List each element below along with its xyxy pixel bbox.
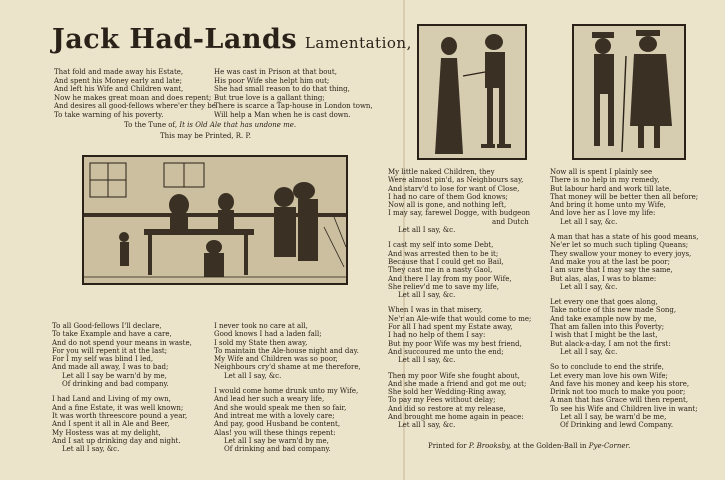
imprint-prefix: Printed for (428, 442, 467, 450)
couple-woodcut (417, 24, 527, 160)
intro-line: That fold and made away his Estate, (54, 68, 184, 76)
stanza (388, 372, 531, 430)
verse-line: Alas! you will these things repent: (214, 428, 336, 437)
verse-line: And starv'd to lose for want of Close, (388, 184, 520, 193)
verse-line: And was arrested then to be it; (388, 249, 499, 258)
stanza (52, 395, 192, 453)
verse-line: When I was in that misery, (388, 306, 483, 315)
verse-line: There is no help in my remedy, (550, 176, 660, 185)
chorus-line: Let all I say, &c. (398, 291, 456, 300)
intro-line: And desires all good-fellows where'er they be (54, 102, 216, 110)
verse-line: I had no help of them I say: (388, 331, 486, 340)
stanza (550, 298, 699, 356)
verse-line: I had Land and Living of my own, (52, 395, 171, 404)
verse-line: Neighbours cry'd shame at me therefore, (214, 363, 361, 372)
intro-line: Now he makes great moan and does repent; (54, 93, 212, 102)
verse-line: Take notice of this new made Song, (550, 306, 677, 315)
chorus-line: Of Drinking and lewd Company. (560, 421, 674, 430)
verse-line: A man that has a state of his good means, (550, 233, 699, 242)
stanza-column-1 (52, 322, 192, 460)
stanza-column-4 (550, 168, 699, 437)
chorus-line: Let all I say, &c. (398, 421, 456, 430)
verse-line: And made all away, I was to bad; (52, 363, 169, 372)
verse-line: And fave his money and keep his store, (550, 379, 690, 388)
chorus-line: Let all I say be warn'd by me, (224, 436, 329, 445)
imprint-line (428, 442, 630, 450)
verse-line: And pay, good Husband be content, (214, 420, 341, 429)
verse-line: My Wife and Children was so poor, (214, 355, 338, 364)
intro-line: And left his Wife and Children want, (54, 85, 184, 93)
verse-line: And intreat me with a lovely care; (214, 411, 335, 420)
intro-line: Will help a Man when he is cast down. (214, 110, 351, 119)
verse-line: And do not spend your means in waste, (52, 338, 192, 347)
tavern-scene-image (84, 157, 346, 283)
verse-line: Now all is spent I plainly see (550, 168, 653, 176)
intro-line: His poor Wife she helpt him out; (214, 76, 330, 85)
title-main: Jack Had-Lands (52, 24, 298, 55)
imprint-place: Pye-Corner. (588, 442, 631, 450)
verse-line: To all Good-fellows I'll declare, (52, 322, 162, 330)
verse-line: Ne'er let so much such tipling Queans; (550, 241, 689, 250)
chorus-line: Let all I say, be warn'd be me, (560, 413, 667, 422)
verse-line: I never took no care at all, (214, 322, 308, 330)
verse-line: I am sure that I may say the same, (550, 266, 673, 275)
two-men-woodcut (572, 24, 686, 160)
verse-line: And I spent it all in Ale and Beer, (52, 420, 170, 429)
stanza (388, 306, 531, 364)
stanza-column-3 (388, 168, 531, 437)
stanza-column-2 (214, 322, 361, 460)
intro-line: To take warning of his poverty. (54, 110, 164, 119)
licence-line: This may be Printed, R. P. (160, 132, 251, 140)
intro-line: She had small reason to do that thing, (214, 85, 350, 93)
verse-line: A man that has Grace will then repent, (550, 396, 689, 405)
verse-line: But alas, alas, I was to blame: (550, 274, 657, 283)
verse-line: It was worth threescore pound a year, (52, 411, 188, 420)
verse-line: I had no care of them God knows; (388, 192, 508, 201)
tune-name: It is Old Ale that has undone me. (179, 121, 297, 129)
imprint-printer: P. Brooksby, (468, 442, 512, 450)
verse-line: But labour hard and work till late, (550, 184, 672, 193)
verse-line: For I my self was blind I led, (52, 355, 154, 364)
chorus-line: Let all I say, &c. (560, 217, 618, 226)
intro-line: And spent his Money early and late; (54, 76, 183, 85)
verse-line: But alack-a-day, I am not the first: (550, 339, 671, 348)
chorus-line: Of drinking and bad company. (224, 445, 331, 454)
imprint-suffix: at the Golden-Ball in (513, 442, 587, 450)
verse-line: To pay my Fees without delay; (388, 396, 496, 405)
couple-image (419, 26, 525, 158)
chorus-line: Let all I say, &c. (398, 226, 456, 235)
verse-line: I wish that I might be the last, (550, 331, 658, 340)
tune-prefix: To the Tune of, (124, 121, 178, 129)
verse-line: And a fine Estate, it was well known; (52, 403, 184, 412)
chorus-line: Let all I say, &c. (62, 445, 120, 454)
verse-line: Let every one that goes along, (550, 298, 658, 307)
verse-line: Let every man love his own Wife; (550, 371, 668, 380)
verse-line: To maintain the Ale-house night and day. (214, 346, 359, 355)
verse-line: and Dutch (492, 217, 529, 226)
verse-line: Drink not too much to make you poor; (550, 388, 686, 397)
verse-line: Now all is gone, and nothing left, (388, 201, 507, 210)
verse-line: Because that I could get no Bail, (388, 257, 504, 266)
tune-line (124, 121, 296, 129)
intro-line: He was cast in Prison at that bout, (214, 68, 337, 76)
stanza (550, 233, 699, 291)
verse-line: And take example now by me, (550, 314, 657, 323)
two-men-image (574, 26, 684, 158)
verse-line: For you will repent it at the last; (52, 346, 168, 355)
verse-line: And love her as I love my life: (550, 209, 656, 218)
tavern-scene-woodcut (82, 155, 348, 285)
verse-line: And she would speak me then so fair, (214, 403, 347, 412)
verse-line: And there I lay from my poor Wife, (388, 274, 512, 283)
chorus-line: Let all I say, &c. (398, 356, 456, 365)
intro-right (214, 68, 373, 119)
verse-line: And she made a friend and got me out; (388, 379, 527, 388)
stanza (388, 241, 531, 299)
verse-line: To take Example and have a care, (52, 330, 172, 339)
verse-line: That am fallen into this Poverty; (550, 323, 665, 332)
verse-line: I cast my self into some Debt, (388, 241, 494, 250)
stanza (550, 168, 699, 226)
verse-line: I sold my State then away, (214, 338, 308, 347)
verse-line: And make you at the last be poor; (550, 257, 670, 266)
stanza (388, 168, 531, 234)
verse-line: They cast me in a nasty Gaol, (388, 266, 493, 275)
verse-line: So to conclude to end the strife, (550, 363, 664, 372)
title-sub: Lamentation, (304, 34, 412, 52)
chorus-line: Of drinking and bad company. (62, 380, 169, 389)
verse-line: I would come home drunk unto my Wife, (214, 387, 359, 396)
verse-line: I may say, farewel Dogge, with budgeon (388, 209, 531, 218)
chorus-line: Let all I say be warn'd by me, (62, 371, 167, 380)
verse-line: And I sat up drinking day and night. (52, 436, 181, 445)
verse-line: Were almost pin'd, as Neighbours say, (388, 176, 524, 185)
stanza (214, 387, 361, 453)
stanza (52, 322, 192, 388)
verse-line: But my poor Wife was my best friend, (388, 339, 522, 348)
verse-line: To see his Wife and Children live in want; (550, 404, 698, 413)
verse-line: She reliev'd me to save my life, (388, 282, 499, 291)
chorus-line: Let all I say, &c. (224, 371, 282, 380)
verse-line: And lead her such a weary life, (214, 395, 325, 404)
verse-line: For all I had spent my Estate away, (388, 323, 513, 332)
verse-line: And did so restore at my release, (388, 404, 506, 413)
verse-line: My little naked Children, they (388, 168, 495, 176)
chorus-line: Let all I say, &c. (560, 282, 618, 291)
chorus-line: Let all I say, &c. (560, 347, 618, 356)
verse-line: She sold her Wedding-Ring away, (388, 388, 507, 397)
stanza (214, 322, 361, 380)
ballad-title (52, 24, 412, 55)
stanza (550, 363, 699, 429)
verse-line: Then my poor Wife she fought about, (388, 371, 520, 380)
intro-line: There is scarce a Tap-house in London town, (214, 102, 373, 110)
verse-line: And bring it home unto my Wife, (550, 201, 666, 210)
verse-line: That money will be better then all before; (550, 192, 699, 201)
verse-line: And succoured me unto the end; (388, 347, 504, 356)
verse-line: My Hostess was at my delight, (52, 428, 161, 437)
verse-line: And brought me home again in peace: (388, 413, 524, 422)
verse-line: They swallow your money to every joys, (550, 249, 692, 258)
verse-line: Ne'r an Ale-wife that would come to me; (388, 314, 532, 323)
intro-line: But true love is a gallant thing; (214, 93, 325, 102)
verse-line: Good knows I had a laden fall; (214, 330, 322, 339)
intro-left (54, 68, 216, 119)
